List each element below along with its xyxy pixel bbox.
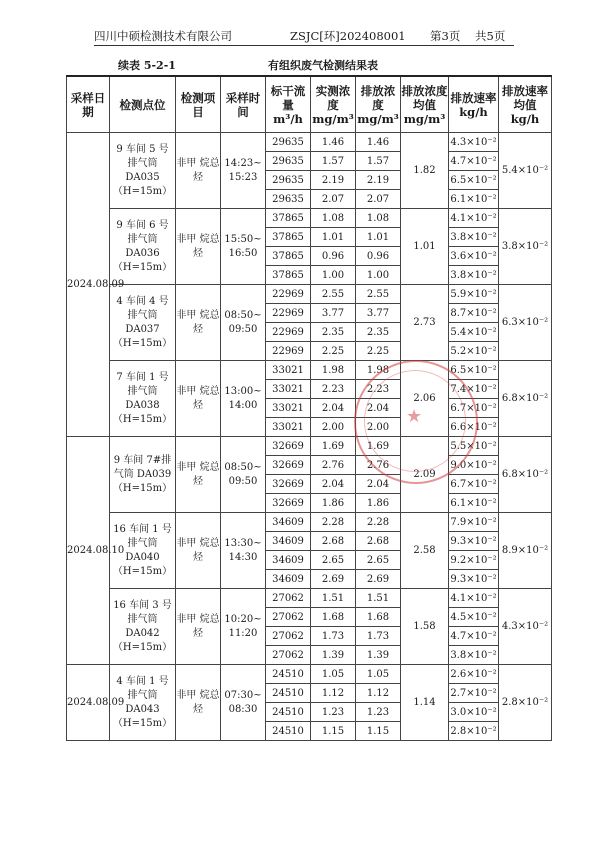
sampling-time: 08:50~ 09:50	[221, 285, 266, 361]
avg-conc-cell: 1.82	[401, 133, 449, 209]
sampling-date: 2024.08.09	[67, 133, 110, 437]
table-title: 有组织废气检测结果表	[268, 59, 378, 72]
emission-conc-cell: 2.07	[356, 190, 401, 209]
detection-item: 非甲 烷总 烃	[176, 209, 221, 285]
measured-conc-cell: 1.01	[311, 228, 356, 247]
emission-conc-cell: 1.98	[356, 361, 401, 380]
emission-conc-cell: 2.68	[356, 532, 401, 551]
emission-conc-cell: 1.05	[356, 665, 401, 684]
emission-conc-cell: 1.23	[356, 703, 401, 722]
emission-conc-cell: 1.73	[356, 627, 401, 646]
flow-cell: 22969	[266, 323, 311, 342]
emission-conc-cell: 2.04	[356, 475, 401, 494]
emission-conc-cell: 1.12	[356, 684, 401, 703]
flow-cell: 34609	[266, 551, 311, 570]
flow-cell: 29635	[266, 152, 311, 171]
flow-cell: 27062	[266, 608, 311, 627]
table-row	[67, 361, 552, 380]
emission-rate-cell: 3.8×10⁻²	[449, 266, 499, 285]
emission-rate-cell: 4.1×10⁻²	[449, 589, 499, 608]
sampling-date: 2024.08.09	[67, 665, 110, 741]
measured-conc-cell: 2.23	[311, 380, 356, 399]
flow-cell: 33021	[266, 361, 311, 380]
detection-item: 非甲 烷总 烃	[176, 589, 221, 665]
flow-cell: 22969	[266, 304, 311, 323]
emission-conc-cell: 3.77	[356, 304, 401, 323]
flow-cell: 22969	[266, 342, 311, 361]
measured-conc-cell: 1.51	[311, 589, 356, 608]
measured-conc-cell: 2.28	[311, 513, 356, 532]
detection-item: 非甲 烷总 烃	[176, 437, 221, 513]
sampling-time: 10:20~ 11:20	[221, 589, 266, 665]
sampling-time: 08:50~ 09:50	[221, 437, 266, 513]
avg-rate-cell: 6.8×10⁻²	[499, 361, 552, 437]
flow-cell: 37865	[266, 209, 311, 228]
emission-rate-cell: 6.7×10⁻²	[449, 399, 499, 418]
emission-rate-cell: 6.6×10⁻²	[449, 418, 499, 437]
measured-conc-cell: 1.23	[311, 703, 356, 722]
flow-cell: 24510	[266, 703, 311, 722]
report-code: ZSJC[环]202408001	[290, 29, 406, 43]
detection-item: 非甲 烷总 烃	[176, 513, 221, 589]
sampling-time: 14:23~ 15:23	[221, 133, 266, 209]
emission-rate-cell: 4.3×10⁻²	[449, 133, 499, 152]
emission-conc-cell: 2.65	[356, 551, 401, 570]
table-row	[67, 209, 552, 228]
measured-conc-cell: 2.25	[311, 342, 356, 361]
emission-conc-cell: 1.57	[356, 152, 401, 171]
avg-conc-cell: 1.01	[401, 209, 449, 285]
flow-cell: 32669	[266, 494, 311, 513]
emission-conc-cell: 2.69	[356, 570, 401, 589]
column-header: 标干流量 m³/h	[266, 76, 311, 133]
emission-conc-cell: 1.08	[356, 209, 401, 228]
emission-rate-cell: 3.0×10⁻²	[449, 703, 499, 722]
company-name: 四川中硕检测技术有限公司	[94, 29, 232, 43]
flow-cell: 22969	[266, 285, 311, 304]
emission-rate-cell: 4.7×10⁻²	[449, 627, 499, 646]
measured-conc-cell: 3.77	[311, 304, 356, 323]
avg-rate-cell: 6.8×10⁻²	[499, 437, 552, 513]
sampling-time: 15:50~ 16:50	[221, 209, 266, 285]
results-table	[66, 75, 552, 741]
detection-point: 16 车间 1 号 排气筒 DA040 （H=15m）	[110, 513, 176, 589]
avg-conc-cell: 2.09	[401, 437, 449, 513]
avg-rate-cell: 4.3×10⁻²	[499, 589, 552, 665]
emission-conc-cell: 2.19	[356, 171, 401, 190]
emission-rate-cell: 4.5×10⁻²	[449, 608, 499, 627]
emission-rate-cell: 2.7×10⁻²	[449, 684, 499, 703]
column-header: 排放速率 kg/h	[449, 76, 499, 133]
avg-rate-cell: 6.3×10⁻²	[499, 285, 552, 361]
measured-conc-cell: 1.08	[311, 209, 356, 228]
measured-conc-cell: 1.46	[311, 133, 356, 152]
emission-rate-cell: 7.4×10⁻²	[449, 380, 499, 399]
emission-conc-cell: 1.86	[356, 494, 401, 513]
flow-cell: 32669	[266, 475, 311, 494]
company-seal: ★	[354, 360, 478, 484]
measured-conc-cell: 1.69	[311, 437, 356, 456]
emission-rate-cell: 8.7×10⁻²	[449, 304, 499, 323]
emission-conc-cell: 1.46	[356, 133, 401, 152]
avg-conc-cell: 2.58	[401, 513, 449, 589]
emission-rate-cell: 9.2×10⁻²	[449, 551, 499, 570]
flow-cell: 33021	[266, 380, 311, 399]
flow-cell: 37865	[266, 247, 311, 266]
sampling-time: 13:00~ 14:00	[221, 361, 266, 437]
measured-conc-cell: 1.15	[311, 722, 356, 741]
avg-rate-cell: 8.9×10⁻²	[499, 513, 552, 589]
emission-rate-cell: 4.1×10⁻²	[449, 209, 499, 228]
table-row	[67, 133, 552, 152]
measured-conc-cell: 1.57	[311, 152, 356, 171]
page-total: 共5页	[475, 29, 506, 43]
measured-conc-cell: 2.69	[311, 570, 356, 589]
detection-point: 9 车间 7#排 气筒 DA039 （H=15m）	[110, 437, 176, 513]
emission-rate-cell: 5.4×10⁻²	[449, 323, 499, 342]
emission-rate-cell: 9.0×10⁻²	[449, 456, 499, 475]
emission-conc-cell: 1.68	[356, 608, 401, 627]
detection-point: 7 车间 1 号 排气筒 DA038 （H=15m）	[110, 361, 176, 437]
measured-conc-cell: 0.96	[311, 247, 356, 266]
flow-cell: 29635	[266, 190, 311, 209]
avg-rate-cell: 2.8×10⁻²	[499, 665, 552, 741]
measured-conc-cell: 1.05	[311, 665, 356, 684]
measured-conc-cell: 2.35	[311, 323, 356, 342]
measured-conc-cell: 2.55	[311, 285, 356, 304]
measured-conc-cell: 2.07	[311, 190, 356, 209]
emission-conc-cell: 2.00	[356, 418, 401, 437]
flow-cell: 24510	[266, 722, 311, 741]
detection-point: 9 车间 5 号 排气筒 DA035 （H=15m）	[110, 133, 176, 209]
measured-conc-cell: 2.76	[311, 456, 356, 475]
detection-item: 非甲 烷总 烃	[176, 361, 221, 437]
emission-conc-cell: 1.39	[356, 646, 401, 665]
avg-conc-cell: 2.73	[401, 285, 449, 361]
avg-conc-cell: 2.06	[401, 361, 449, 437]
flow-cell: 34609	[266, 570, 311, 589]
column-header: 排放浓度均值 mg/m³	[401, 76, 449, 133]
avg-rate-cell: 3.8×10⁻²	[499, 209, 552, 285]
measured-conc-cell: 1.68	[311, 608, 356, 627]
column-header: 检测项目	[176, 76, 221, 133]
measured-conc-cell: 2.04	[311, 399, 356, 418]
measured-conc-cell: 1.12	[311, 684, 356, 703]
measured-conc-cell: 2.04	[311, 475, 356, 494]
flow-cell: 32669	[266, 437, 311, 456]
flow-cell: 29635	[266, 133, 311, 152]
emission-conc-cell: 0.96	[356, 247, 401, 266]
measured-conc-cell: 2.00	[311, 418, 356, 437]
table-row	[67, 513, 552, 532]
emission-rate-cell: 9.3×10⁻²	[449, 532, 499, 551]
detection-point: 4 车间 1 号 排气筒 DA043 （H=15m）	[110, 665, 176, 741]
avg-conc-cell: 1.58	[401, 589, 449, 665]
flow-cell: 37865	[266, 228, 311, 247]
emission-conc-cell: 1.51	[356, 589, 401, 608]
table-row	[67, 589, 552, 608]
emission-rate-cell: 7.9×10⁻²	[449, 513, 499, 532]
measured-conc-cell: 2.68	[311, 532, 356, 551]
flow-cell: 33021	[266, 418, 311, 437]
emission-rate-cell: 3.8×10⁻²	[449, 646, 499, 665]
emission-conc-cell: 2.23	[356, 380, 401, 399]
emission-rate-cell: 6.5×10⁻²	[449, 171, 499, 190]
flow-cell: 27062	[266, 627, 311, 646]
flow-cell: 32669	[266, 456, 311, 475]
emission-rate-cell: 2.8×10⁻²	[449, 722, 499, 741]
emission-rate-cell: 4.7×10⁻²	[449, 152, 499, 171]
table-row	[67, 285, 552, 304]
flow-cell: 33021	[266, 399, 311, 418]
sampling-time: 13:30~ 14:30	[221, 513, 266, 589]
flow-cell: 27062	[266, 589, 311, 608]
column-header: 检测点位	[110, 76, 176, 133]
emission-conc-cell: 2.04	[356, 399, 401, 418]
flow-cell: 24510	[266, 684, 311, 703]
column-header: 采样时间	[221, 76, 266, 133]
emission-conc-cell: 2.76	[356, 456, 401, 475]
measured-conc-cell: 1.00	[311, 266, 356, 285]
emission-rate-cell: 6.7×10⁻²	[449, 475, 499, 494]
avg-conc-cell: 1.14	[401, 665, 449, 741]
emission-conc-cell: 1.15	[356, 722, 401, 741]
emission-rate-cell: 2.6×10⁻²	[449, 665, 499, 684]
emission-conc-cell: 2.25	[356, 342, 401, 361]
emission-rate-cell: 3.8×10⁻²	[449, 228, 499, 247]
page-number: 第3页	[430, 29, 461, 43]
emission-rate-cell: 6.1×10⁻²	[449, 190, 499, 209]
column-header: 采样日期	[67, 76, 110, 133]
avg-rate-cell: 5.4×10⁻²	[499, 133, 552, 209]
table-continued-label: 续表 5-2-1	[118, 59, 176, 72]
emission-rate-cell: 6.5×10⁻²	[449, 361, 499, 380]
table-header-row	[67, 76, 552, 133]
emission-conc-cell: 1.69	[356, 437, 401, 456]
sampling-date: 2024.08.10	[67, 437, 110, 665]
flow-cell: 34609	[266, 532, 311, 551]
measured-conc-cell: 1.73	[311, 627, 356, 646]
flow-cell: 24510	[266, 665, 311, 684]
column-header: 实测浓度 mg/m³	[311, 76, 356, 133]
emission-rate-cell: 5.9×10⁻²	[449, 285, 499, 304]
sampling-time: 07:30~ 08:30	[221, 665, 266, 741]
flow-cell: 34609	[266, 513, 311, 532]
table-row	[67, 437, 552, 456]
flow-cell: 27062	[266, 646, 311, 665]
detection-item: 非甲 烷总 烃	[176, 285, 221, 361]
column-header: 排放浓度 mg/m³	[356, 76, 401, 133]
flow-cell: 37865	[266, 266, 311, 285]
emission-rate-cell: 5.2×10⁻²	[449, 342, 499, 361]
emission-conc-cell: 1.00	[356, 266, 401, 285]
detection-point: 9 车间 6 号 排气筒 DA036 （H=15m）	[110, 209, 176, 285]
measured-conc-cell: 2.65	[311, 551, 356, 570]
emission-conc-cell: 2.55	[356, 285, 401, 304]
detection-point: 16 车间 3 号 排气筒 DA042 （H=15m）	[110, 589, 176, 665]
detection-point: 4 车间 4 号 排气筒 DA037 （H=15m）	[110, 285, 176, 361]
column-header: 排放速率均值 kg/h	[499, 76, 552, 133]
detection-item: 非甲 烷总 烃	[176, 665, 221, 741]
measured-conc-cell: 1.39	[311, 646, 356, 665]
emission-rate-cell: 9.3×10⁻²	[449, 570, 499, 589]
table-row	[67, 665, 552, 684]
measured-conc-cell: 1.86	[311, 494, 356, 513]
detection-item: 非甲 烷总 烃	[176, 133, 221, 209]
measured-conc-cell: 1.98	[311, 361, 356, 380]
emission-rate-cell: 6.1×10⁻²	[449, 494, 499, 513]
emission-rate-cell: 5.5×10⁻²	[449, 437, 499, 456]
page-header	[94, 27, 514, 46]
emission-conc-cell: 2.28	[356, 513, 401, 532]
emission-conc-cell: 1.01	[356, 228, 401, 247]
emission-conc-cell: 2.35	[356, 323, 401, 342]
flow-cell: 29635	[266, 171, 311, 190]
measured-conc-cell: 2.19	[311, 171, 356, 190]
emission-rate-cell: 3.6×10⁻²	[449, 247, 499, 266]
